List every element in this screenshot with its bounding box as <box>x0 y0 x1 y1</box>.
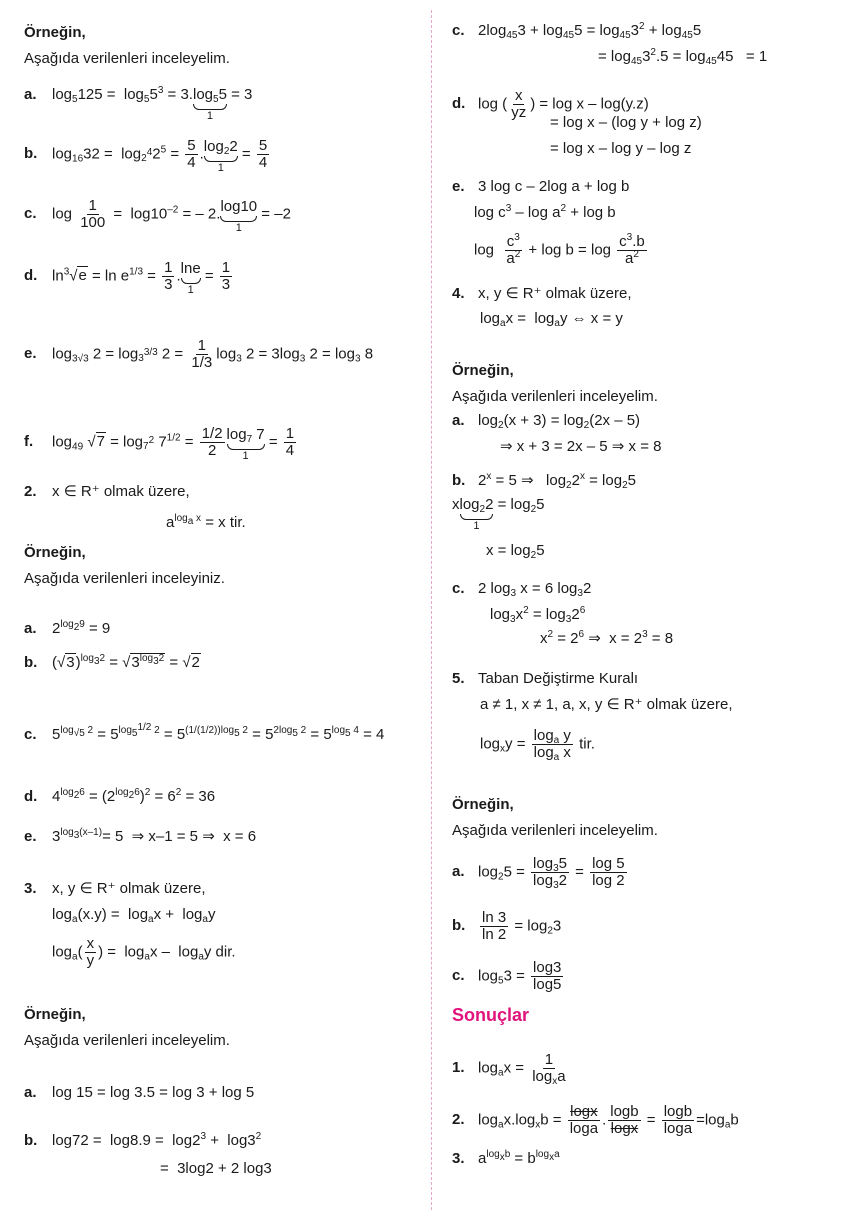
example-heading: Örneğin, <box>452 362 514 379</box>
rule-3: 3. x, y ∈ R⁺ olmak üzere, <box>24 880 206 897</box>
example-intro: Aşağıda verilenleri inceleyelim. <box>24 1032 230 1049</box>
rule-3-quotient: $\log_a$( $\frac{x}{y}$ ) = $\log_ax - \log_ay$ dir. <box>52 935 236 969</box>
example-c: c. log $\frac{1}{100}$ = $\log 10^{-2}$ = – 2. log10 1 = –2 <box>24 197 291 234</box>
rule-5-formula: $\log_xy$ = $\frac{\log_a y}{\log_a x}$ tir. <box>480 727 595 763</box>
example-3a: a. log 15 = log 3.5 = log 3 + log 5 <box>24 1084 255 1101</box>
example-3d-line3: = log x – log y – log z <box>550 140 692 157</box>
example-2c: c. $5^{log_{√5} 2} = 5^{log_{5^{1/2}} 2} = 5^{(1/(1/2))log_5 2} = 5^{2log_5 2} = 5^{log_5 4} = 4$ <box>24 722 385 743</box>
example-4c-line3: $x^2 = 2^6$ ⇒ $x = 2^3 = 8$ <box>540 629 674 647</box>
example-3c: c. $2\log_{45}3 + \log_{45}5 = \log_{45}3^2 + \log_{45}5$ <box>452 21 702 41</box>
example-heading: Örneğin, <box>24 1006 86 1023</box>
example-3c-line2: = $\log_{45}3^2.5 = \log_{45}45 = 1$ <box>598 47 768 67</box>
example-3e-line2: $\log c^3 - \log a^2 + \log b$ <box>474 203 616 221</box>
example-f: f. $\log_{49} √7 = \log_{7^2} 7^{1/2}$ = $\frac{1/2}{2}$ $\log_7 7$ 1 = $\frac{1}{4}$ <box>24 425 295 462</box>
example-5a: a. $\log_25$ = $\frac{\log_35}{\log_32}$ = $\frac{\log 5}{\log 2}$ <box>452 855 625 891</box>
example-4c: c. 2 $\log_3 x = 6$ $\log_32$ <box>452 580 592 599</box>
example-4b-line2: x $\log_22$ 1 = $\log_25$ <box>452 496 545 532</box>
example-3d-line2: = log x – (log y + log z) <box>550 114 702 131</box>
example-4b-line3: $x = \log_25$ <box>486 542 545 561</box>
example-b: b. $\log_{16}32 = \log_{2^4}2^5$ = $\frac{5}{4}$ . $\log_22$ 1 = $\frac{5}{4}$ <box>24 137 268 174</box>
example-2d: d. $4^{log_26} = (2^{log_26})^2 = 6^2 = 36$ <box>24 787 216 805</box>
result-3: 3. $a^{log_xb} = b^{log_xa}$ <box>452 1149 560 1167</box>
example-e: e. $\log_{3√3} 2 = \log_{3^{3/3}} 2$ = $\frac{1}{1/3}$ $\log_3 2 = 3\log_3$ $2 = \log_3 8$ <box>24 337 374 371</box>
example-4c-line2: $\log_3x^2 = \log_32^6$ <box>490 605 586 625</box>
example-a: a. $\log_5125 = \log_55^3 = 3$. $\log_55$ 1 = 3 <box>24 85 253 122</box>
result-2: 2. $\log_ax.\log_xb$ = $\frac{\log x}{\log a}$ . $\frac{\log b}{\log x}$ = $\frac{\log b}{\log a}$ $=\log_ab$ <box>452 1103 739 1137</box>
example-heading: Örneğin, <box>24 24 86 41</box>
results-heading: Sonuçlar <box>452 1005 530 1025</box>
example-3e-line3: log $\frac{c^3}{a^2}$ + log b = log $\frac{c^3.b}{a^2}$ <box>474 232 645 267</box>
example-intro: Aşağıda verilenleri inceleyiniz. <box>24 570 225 587</box>
rule-5-condition: a ≠ 1, x ≠ 1, a, x, y ∈ R⁺ olmak üzere, <box>480 696 733 713</box>
example-2e: e. $3^{log_3(x-1)}= 5$ ⇒ x–1 = 5 ⇒ x = 6 <box>24 827 257 845</box>
rule-4-formula: $\log_ax = \log_ay$ ⇔ x = y <box>480 310 623 329</box>
example-5c: c. $\log_53$ = $\frac{\log 3}{\log 5}$ <box>452 959 562 993</box>
example-2b: b. $(√3)^{log_32} = √3^{log_32} = √2$ <box>24 653 200 671</box>
example-2a: a. $2^{log_29} = 9$ <box>24 619 111 637</box>
example-3b-line2: = 3log2 + 2 log3 <box>160 1160 272 1177</box>
column-divider <box>431 10 432 1210</box>
result-1: 1. $\log_ax$ = $\frac{1}{\log_xa}$ <box>452 1051 566 1087</box>
rule-5: 5. Taban Değiştirme Kuralı <box>452 670 639 687</box>
example-heading: Örneğin, <box>452 796 514 813</box>
example-d: d. $\ln^3√e = \ln e^{1/3}$ = $\frac{1}{3}$ . lne 1 = $\frac{1}{3}$ <box>24 259 231 296</box>
example-4b: b. $2^x = 5$ ⇒ $\log_22^x = \log_25$ <box>452 471 636 491</box>
example-4a-line2: ⇒ x + 3 = 2x – 5 ⇒ x = 8 <box>500 438 662 455</box>
example-intro: Aşağıda verilenleri inceleyelim. <box>24 50 230 67</box>
example-intro: Aşağıda verilenleri inceleyelim. <box>452 388 658 405</box>
example-3e: e. 3 log c – 2log a + log b <box>452 178 630 195</box>
example-5b: b. $\frac{\ln 3}{\ln 2}$ = $\log_23$ <box>452 909 562 943</box>
rule-4: 4. x, y ∈ R⁺ olmak üzere, <box>452 285 632 302</box>
example-intro: Aşağıda verilenleri inceleyelim. <box>452 822 658 839</box>
example-heading: Örneğin, <box>24 544 86 561</box>
example-3d: d. log ( $\frac{x}{yz}$ ) = log x – log(y.z) <box>452 87 649 121</box>
example-4a: a. $\log_2(x + 3) = \log_2(2x - 5)$ <box>452 412 641 431</box>
rule-3-product: $\log_a(x.y) = \log_ax + \log_ay$ <box>52 906 216 925</box>
rule-2-formula: $a^{log_a x} = x$ tir. <box>166 513 246 531</box>
rule-2: 2. x ∈ R⁺ olmak üzere, <box>24 483 190 500</box>
example-3b: b. $\log 72 = \log 8.9 = \log 2^3 + \log 3^2$ <box>24 1131 262 1149</box>
